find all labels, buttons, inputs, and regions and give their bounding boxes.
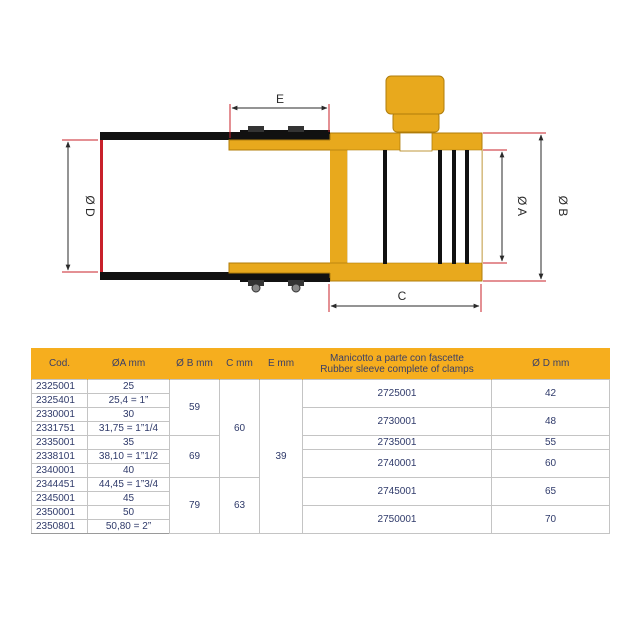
code-cell: 2325001	[32, 380, 88, 394]
header-sleeve	[303, 348, 492, 380]
d-cell: 65	[492, 478, 610, 506]
sleeve-code-cell: 2750001	[303, 506, 492, 534]
code-cell: 2350801	[32, 520, 88, 534]
d-cell: 42	[492, 380, 610, 408]
a-cell: 44,45 = 1”3/4	[88, 478, 170, 492]
header-b: Ø B mm	[170, 348, 220, 380]
d-cell: 55	[492, 436, 610, 450]
sleeve-code-cell: 2745001	[303, 478, 492, 506]
code-cell: 2340001	[32, 464, 88, 478]
code-cell: 2331751	[32, 422, 88, 436]
a-cell: 50	[88, 506, 170, 520]
code-cell: 2344451	[32, 478, 88, 492]
table-row	[32, 380, 610, 394]
a-cell: 25	[88, 380, 170, 394]
header-sleeve-en: Rubber sleeve complete of clamps	[320, 363, 474, 375]
dimension-d-label: Ø D	[83, 195, 97, 217]
header-e: E mm	[260, 348, 303, 380]
d-cell: 70	[492, 506, 610, 534]
b-cell: 59	[170, 380, 220, 436]
code-cell: 2335001	[32, 436, 88, 450]
code-cell: 2350001	[32, 506, 88, 520]
code-cell: 2325401	[32, 394, 88, 408]
dimension-c	[329, 284, 481, 312]
a-cell: 40	[88, 464, 170, 478]
table-row	[32, 436, 610, 450]
a-cell: 50,80 = 2”	[88, 520, 170, 534]
code-cell: 2345001	[32, 492, 88, 506]
dimension-b-label: Ø B	[556, 195, 570, 217]
sleeve-code-cell: 2740001	[303, 450, 492, 478]
header-code: Cod.	[32, 348, 88, 380]
sleeve-code-cell: 2730001	[303, 408, 492, 436]
code-cell: 2330001	[32, 408, 88, 422]
table-row	[32, 506, 610, 520]
sleeve-code-cell: 2735001	[303, 436, 492, 450]
pipe-sleeve	[100, 132, 330, 280]
dimension-a	[483, 150, 529, 263]
dimension-c-label: C	[397, 289, 407, 303]
dimension-d	[62, 140, 98, 272]
brass-coupling-body	[229, 133, 482, 281]
d-cell: 60	[492, 450, 610, 478]
c-cell: 60	[220, 380, 260, 478]
table-row	[32, 408, 610, 422]
dimension-a-label: Ø A	[515, 195, 529, 217]
a-cell: 31,75 = 1”1/4	[88, 422, 170, 436]
a-cell: 30	[88, 408, 170, 422]
a-cell: 45	[88, 492, 170, 506]
table-row	[32, 450, 610, 464]
header-sleeve-it: Manicotto a parte con fascette	[330, 352, 464, 364]
a-cell: 25,4 = 1”	[88, 394, 170, 408]
dimension-e-label: E	[275, 92, 285, 106]
d-cell: 48	[492, 408, 610, 436]
header-a: ØA mm	[88, 348, 170, 380]
header-d: Ø D mm	[492, 348, 610, 380]
sleeve-code-cell: 2725001	[303, 380, 492, 408]
a-cell: 35	[88, 436, 170, 450]
a-cell: 38,10 = 1”1/2	[88, 450, 170, 464]
header-c: C mm	[220, 348, 260, 380]
table-row	[32, 478, 610, 492]
spec-table	[31, 348, 610, 534]
e-cell: 39	[260, 380, 303, 534]
c-cell: 63	[220, 478, 260, 534]
b-cell: 79	[170, 478, 220, 534]
b-cell: 69	[170, 436, 220, 478]
code-cell: 2338101	[32, 450, 88, 464]
table-header-row	[32, 348, 610, 380]
